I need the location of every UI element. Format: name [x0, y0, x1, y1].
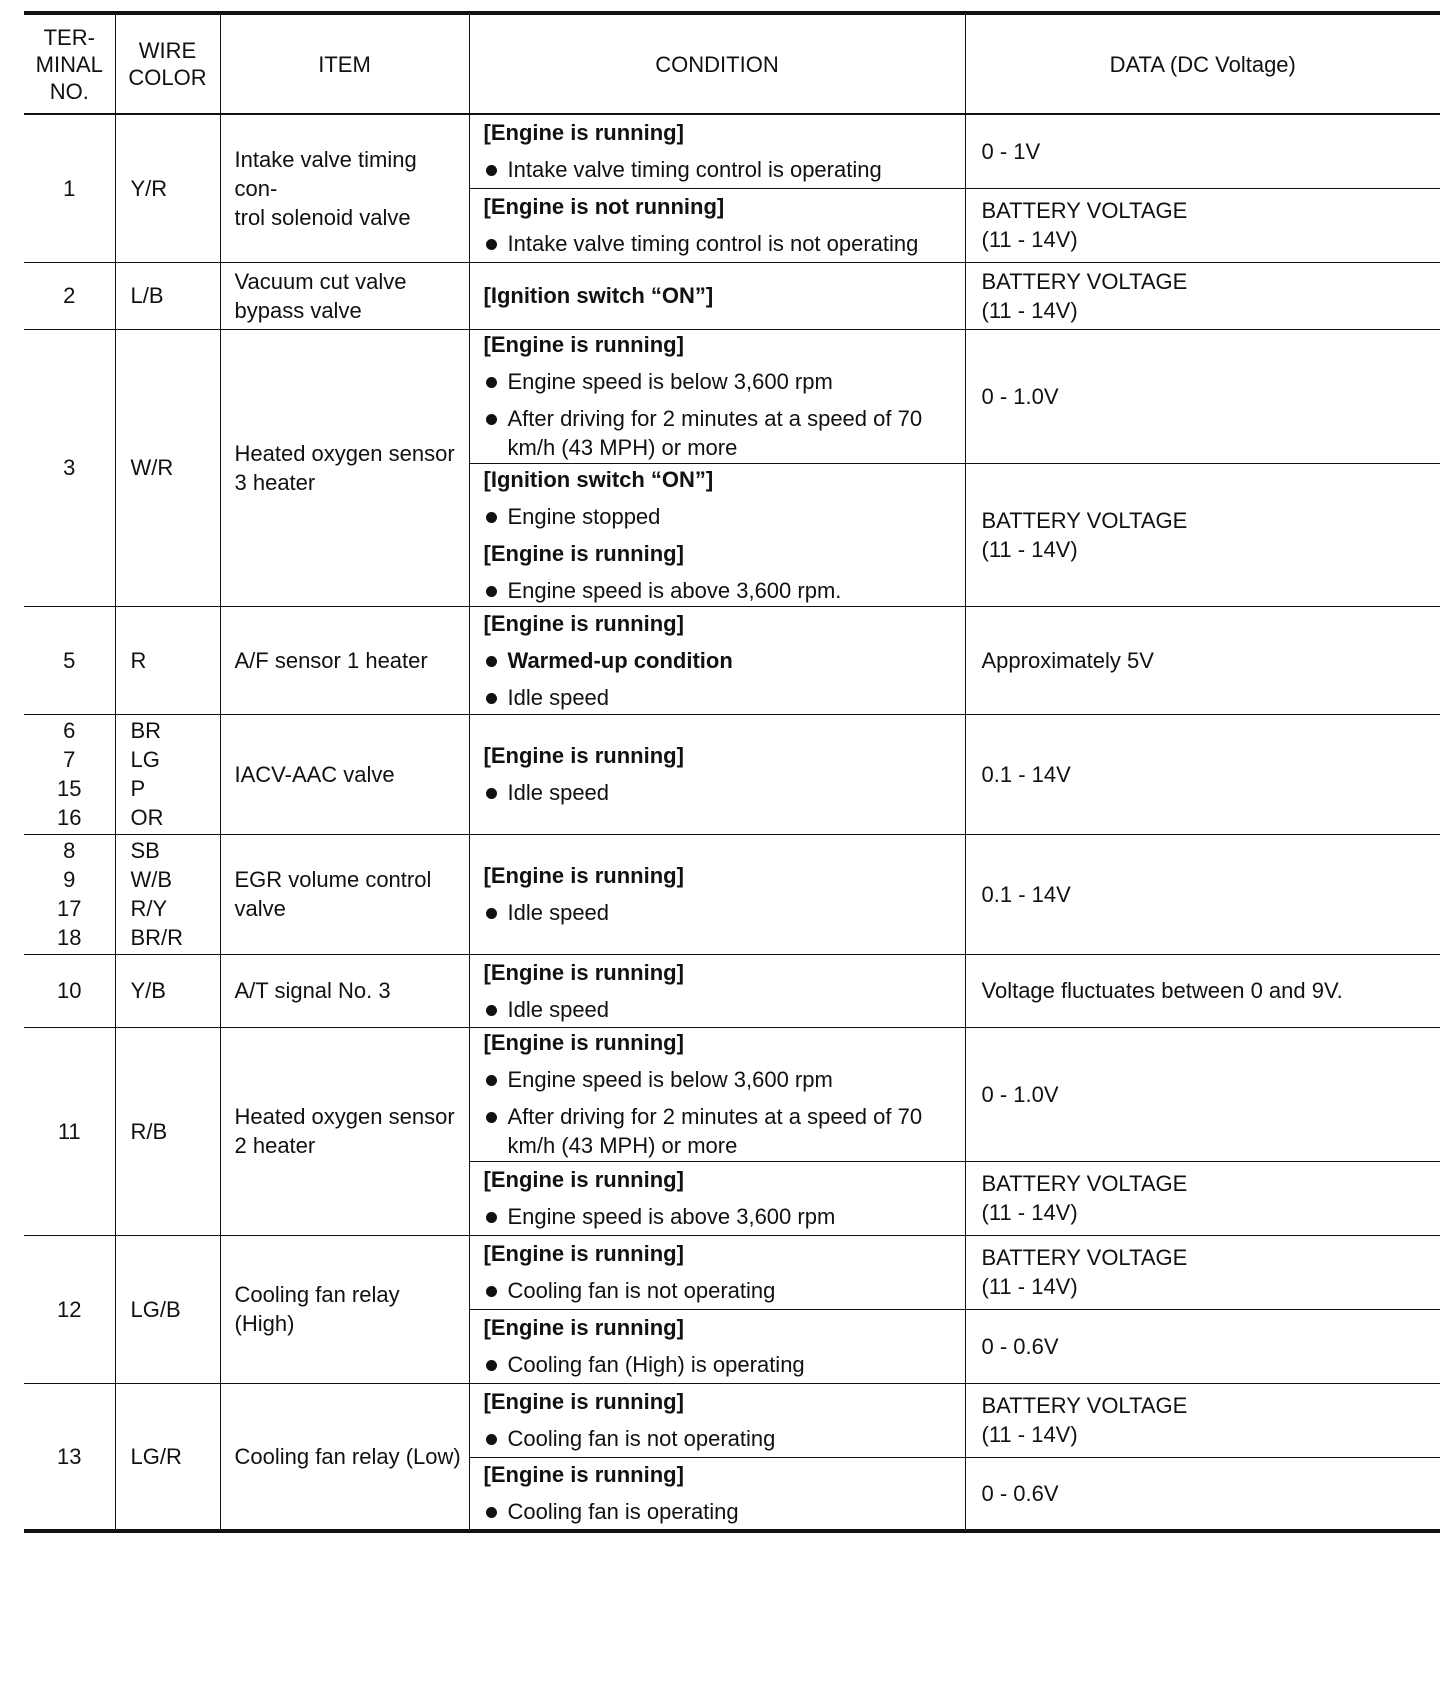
condition-bullet: Engine speed is above 3,600 rpm. [484, 576, 955, 605]
condition-bullet: Intake valve timing control is not operating [484, 229, 955, 258]
condition-bullet: Cooling fan (High) is operating [484, 1350, 955, 1379]
terminal-number: 10 [57, 978, 82, 1003]
condition-cell [469, 1383, 965, 1457]
item-text: Intake valve timing con- [234, 146, 417, 201]
header-data: DATA (DC Voltage) [965, 13, 1440, 114]
terminal-cell [24, 262, 115, 329]
data-value: BATTERY VOLTAGE [981, 1393, 1188, 1418]
wire-color: LG/B [130, 1296, 181, 1322]
condition-bullet: Cooling fan is not operating [484, 1276, 955, 1305]
terminal-number: 8 [63, 838, 76, 863]
data-cell [965, 714, 1440, 834]
condition-cell [469, 1457, 965, 1531]
item-text: IACV-AAC valve [234, 761, 395, 787]
data-value: 0.1 - 14V [981, 881, 1071, 907]
item-cell [220, 1235, 469, 1383]
terminal-number: 6 [63, 718, 76, 743]
table-body [24, 114, 1440, 1531]
data-cell [965, 329, 1440, 463]
terminal-number: 16 [57, 805, 82, 830]
item-text: A/F sensor 1 heater [234, 647, 428, 673]
table-row [24, 1027, 1440, 1161]
condition-cell [469, 834, 965, 954]
wire-color: BR [130, 718, 162, 743]
table-row [24, 606, 1440, 714]
condition-cell [469, 262, 965, 329]
item-cell [220, 1383, 469, 1531]
data-cell [965, 188, 1440, 262]
condition-cell [469, 1027, 965, 1161]
data-cell [965, 1027, 1440, 1161]
data-value: Voltage fluctuates between 0 and 9V. [981, 978, 1343, 1003]
data-value: BATTERY VOLTAGE [981, 1245, 1188, 1270]
wire-color: LG/R [130, 1443, 182, 1469]
condition-heading: [Engine is running] [483, 1315, 684, 1340]
condition-bullet: Idle speed [484, 995, 955, 1024]
data-value: BATTERY VOLTAGE [981, 507, 1188, 533]
condition-cell [469, 606, 965, 714]
wire-color-cell [115, 606, 220, 714]
terminal-cell [24, 834, 115, 954]
item-text: Heated oxygen sensor [234, 440, 455, 466]
condition-bullet: Engine speed is below 3,600 rpm [484, 367, 955, 396]
condition-cell [469, 463, 965, 606]
header-wire-color: WIRE COLOR [115, 13, 220, 114]
wire-color: Y/R [130, 175, 168, 201]
terminal-cell [24, 714, 115, 834]
data-value: BATTERY VOLTAGE [981, 198, 1188, 223]
data-value: 0 - 1.0V [981, 1081, 1059, 1107]
condition-cell [469, 1161, 965, 1235]
item-cell [220, 954, 469, 1027]
data-value: 0.1 - 14V [981, 761, 1071, 787]
item-cell [220, 1027, 469, 1235]
condition-heading: [Engine is running] [483, 1030, 684, 1055]
terminal-number: 7 [63, 747, 76, 772]
item-cell [220, 606, 469, 714]
wire-color: SB [130, 838, 160, 863]
terminal-number: 15 [57, 776, 82, 801]
condition-heading: [Engine is running] [483, 863, 684, 888]
item-cell [220, 114, 469, 262]
data-cell [965, 1309, 1440, 1383]
wire-color-cell [115, 329, 220, 606]
condition-bullet: Warmed-up condition [484, 646, 955, 675]
terminal-number: 3 [63, 455, 76, 480]
item-cell [220, 262, 469, 329]
condition-heading: [Engine is running] [483, 1241, 684, 1266]
terminal-cell [24, 114, 115, 262]
data-cell [965, 1161, 1440, 1235]
terminal-spec-table [24, 11, 1440, 1533]
terminal-cell [24, 1383, 115, 1531]
terminal-number: 1 [63, 175, 76, 201]
table-row [24, 834, 1440, 954]
condition-cell [469, 329, 965, 463]
condition-cell [469, 714, 965, 834]
data-value: 0 - 1.0V [981, 383, 1059, 409]
table-row [24, 262, 1440, 329]
table-row [24, 329, 1440, 463]
wire-color: OR [130, 805, 164, 830]
data-cell [965, 606, 1440, 714]
data-cell [965, 463, 1440, 606]
terminal-number: 13 [57, 1443, 82, 1469]
item-text: 2 heater [234, 1133, 316, 1158]
wire-color-cell [115, 1235, 220, 1383]
table-row [24, 954, 1440, 1027]
table-row [24, 714, 1440, 834]
condition-heading: [Engine is running] [483, 959, 684, 985]
data-value: (11 - 14V) [981, 1274, 1078, 1299]
condition-cell [469, 1235, 965, 1309]
header-condition: CONDITION [469, 13, 965, 114]
condition-bullet: Engine speed is above 3,600 rpm [484, 1202, 955, 1231]
condition-bullet: Idle speed [484, 778, 955, 807]
condition-cell [469, 188, 965, 262]
data-value: 0 - 0.6V [981, 1480, 1059, 1506]
table-row [24, 1383, 1440, 1457]
item-text: Cooling fan relay (High) [234, 1282, 400, 1336]
condition-bullet: Cooling fan is operating [484, 1497, 955, 1526]
condition-heading: [Engine is running] [483, 1389, 684, 1414]
condition-heading: [Engine is running] [483, 120, 684, 146]
wire-color: BR/R [130, 925, 184, 950]
data-cell [965, 1235, 1440, 1309]
data-cell [965, 1457, 1440, 1531]
wire-color: Y/B [130, 978, 166, 1003]
wire-color: LG [130, 747, 160, 772]
item-text: Heated oxygen sensor [234, 1104, 455, 1129]
condition-bullet: Cooling fan is not operating [484, 1424, 955, 1453]
data-value: (11 - 14V) [981, 536, 1078, 562]
data-value: 0 - 1V [981, 138, 1041, 164]
wire-color: W/B [130, 867, 173, 892]
terminal-cell [24, 1027, 115, 1235]
terminal-number: 17 [57, 896, 82, 921]
item-text: Vacuum cut valve [234, 268, 407, 294]
condition-heading: [Ignition switch “ON”] [483, 466, 714, 492]
item-text: Cooling fan relay (Low) [234, 1443, 461, 1469]
wire-color-cell [115, 714, 220, 834]
data-cell [965, 834, 1440, 954]
condition-bullet: Intake valve timing control is operating [484, 155, 955, 184]
condition-heading: [Engine is running] [483, 1167, 684, 1192]
header-row [24, 13, 1440, 114]
wire-color-cell [115, 954, 220, 1027]
table-row [24, 1235, 1440, 1309]
data-value: BATTERY VOLTAGE [981, 268, 1188, 294]
data-value: BATTERY VOLTAGE [981, 1171, 1188, 1196]
item-text: bypass valve [234, 297, 362, 323]
wire-color-cell [115, 1383, 220, 1531]
condition-heading: [Ignition switch “ON”] [483, 283, 714, 308]
data-cell [965, 114, 1440, 188]
wire-color: P [130, 776, 146, 801]
item-cell [220, 329, 469, 606]
data-value: (11 - 14V) [981, 297, 1078, 323]
condition-heading: [Engine is running] [483, 610, 684, 636]
table-row [24, 114, 1440, 188]
condition-heading: [Engine is not running] [483, 194, 725, 219]
data-cell [965, 262, 1440, 329]
condition-bullet: After driving for 2 minutes at a speed of 70 km/h (43 MPH) or more [484, 1102, 955, 1160]
terminal-number: 18 [57, 925, 82, 950]
item-text: trol solenoid valve [234, 204, 411, 230]
item-cell [220, 714, 469, 834]
data-value: (11 - 14V) [981, 1422, 1078, 1447]
data-value: Approximately 5V [981, 647, 1154, 673]
data-value: (11 - 14V) [981, 227, 1078, 252]
data-value: (11 - 14V) [981, 1200, 1078, 1225]
data-cell [965, 1383, 1440, 1457]
condition-bullet: After driving for 2 minutes at a speed of 70 km/h (43 MPH) or more [484, 404, 955, 462]
terminal-cell [24, 954, 115, 1027]
item-cell [220, 834, 469, 954]
terminal-number: 2 [63, 283, 76, 308]
condition-cell [469, 114, 965, 188]
condition-cell [469, 954, 965, 1027]
terminal-number: 9 [63, 867, 76, 892]
data-value: 0 - 0.6V [981, 1333, 1059, 1359]
wire-color-cell [115, 1027, 220, 1235]
data-cell [965, 954, 1440, 1027]
condition-bullet: Idle speed [484, 898, 955, 927]
wire-color: R [130, 647, 147, 673]
condition-cell [469, 1309, 965, 1383]
condition-heading: [Engine is running] [483, 1462, 684, 1488]
item-text: EGR volume control [234, 867, 432, 892]
header-terminal: TER- MINAL NO. [24, 13, 115, 114]
wire-color: R/Y [130, 896, 168, 921]
condition-bullet: Engine stopped [484, 502, 955, 531]
wire-color-cell [115, 114, 220, 262]
wire-color-cell [115, 262, 220, 329]
wire-color: W/R [130, 455, 174, 480]
wire-color: L/B [130, 283, 164, 308]
item-text: A/T signal No. 3 [234, 978, 391, 1003]
item-text: 3 heater [234, 469, 316, 495]
wire-color: R/B [130, 1118, 168, 1144]
condition-bullet: Engine speed is below 3,600 rpm [484, 1065, 955, 1094]
terminal-number: 12 [57, 1296, 82, 1322]
wire-color-cell [115, 834, 220, 954]
terminal-cell [24, 1235, 115, 1383]
condition-heading: [Engine is running] [483, 743, 684, 768]
terminal-cell [24, 606, 115, 714]
condition-heading: [Engine is running] [483, 540, 684, 566]
header-item: ITEM [220, 13, 469, 114]
terminal-number: 5 [63, 647, 76, 673]
terminal-number: 11 [57, 1118, 81, 1144]
terminal-cell [24, 329, 115, 606]
item-text: valve [234, 896, 286, 921]
condition-bullet: Idle speed [484, 683, 955, 712]
condition-heading: [Engine is running] [483, 332, 684, 357]
